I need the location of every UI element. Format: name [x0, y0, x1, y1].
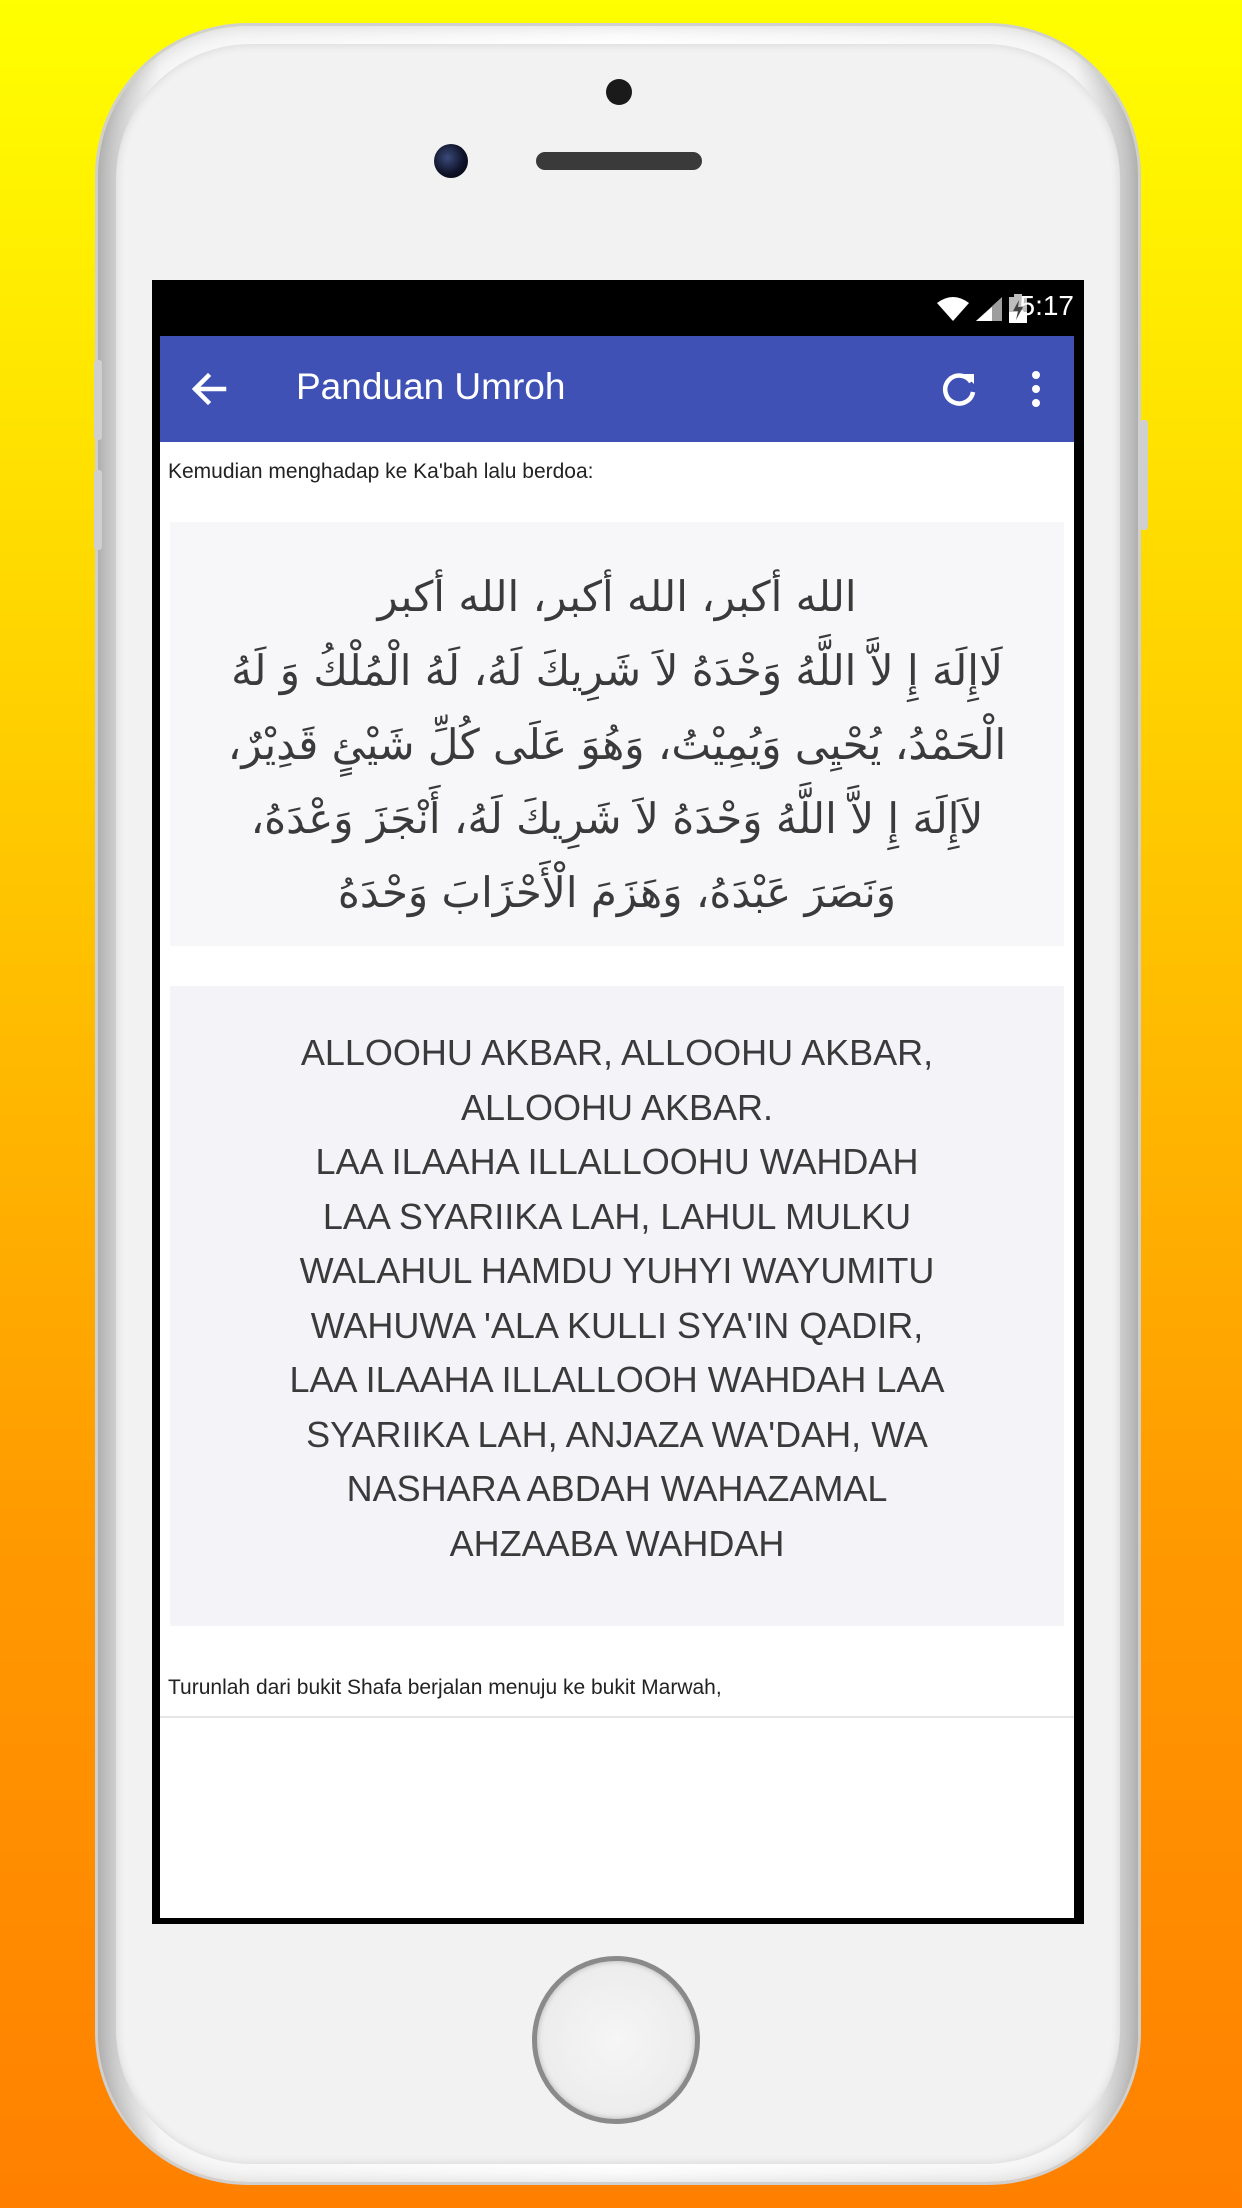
- latin-line: ALLOOHU AKBAR, ALLOOHU AKBAR,: [300, 1032, 934, 1073]
- page-title: Panduan Umroh: [296, 366, 566, 407]
- latin-line: AHZAABA WAHDAH: [449, 1522, 785, 1564]
- power-button: [1140, 420, 1148, 530]
- screen-bottom-bezel: [152, 1918, 1084, 1924]
- signal-icon: [974, 295, 1004, 323]
- home-button-icon[interactable]: [532, 1956, 700, 2124]
- latin-line: SYARIIKA LAH, ANJAZA WA'DAH, WA: [306, 1413, 928, 1455]
- arabic-line: لاَإِلَهَ إِ لاَّ اللَّهُ وَحْدَهُ لاَ شَرِيكَ لَهُ، أَنْجَزَ وَعْدَهُ،: [250, 794, 984, 843]
- outro-text: Turunlah dari bukit Shafa berjalan menuju ke bukit Marwah,: [168, 1676, 722, 1699]
- latin-line: ALLOOHU AKBAR.: [460, 1086, 774, 1128]
- latin-line: LAA SYARIIKA LAH, LAHUL MULKU: [322, 1195, 912, 1237]
- latin-line: WAHUWA 'ALA KULLI SYA'IN QADIR,: [310, 1304, 924, 1346]
- earpiece-speaker: [536, 152, 702, 170]
- intro-text: Kemudian menghadap ke Ka'bah lalu berdoa:: [168, 460, 594, 483]
- latin-prayer-text: [170, 1026, 1064, 1571]
- latin-line: LAA ILAAHA ILLALLOOHU WAHDAH: [315, 1141, 919, 1182]
- proximity-sensor: [606, 79, 632, 105]
- more-vert-icon[interactable]: [1024, 366, 1048, 412]
- arabic-line: لَاإِلَهَ إِ لاَّ اللَّهُ وَحْدَهُ لاَ شَرِيكَ لَهُ، لَهُ الْمُلْكُ وَ لَهُ: [231, 646, 1003, 695]
- arabic-line: الْحَمْدُ، يُحْيِى وَيُمِيْتُ، وَهُوَ عَلَى كُلِّ شَيْئٍ قَدِيْرٌ،: [227, 720, 1007, 769]
- volume-up-button: [94, 360, 102, 440]
- wifi-icon: [936, 295, 970, 323]
- latin-line: NASHARA ABDAH WAHAZAMAL: [346, 1468, 888, 1509]
- volume-down-button: [94, 470, 102, 550]
- arabic-prayer-text: [170, 560, 1064, 930]
- status-icons: [936, 294, 1028, 324]
- app-toolbar: [160, 336, 1074, 442]
- app-window: [160, 336, 1074, 1918]
- refresh-icon[interactable]: [936, 366, 982, 412]
- device-screen: [152, 280, 1084, 1924]
- status-bar: [152, 280, 1084, 336]
- arabic-prayer-image: [170, 522, 1064, 946]
- latin-line: WALAHUL HAMDU YUHYI WAYUMITU: [299, 1250, 935, 1291]
- front-camera-icon: [434, 144, 468, 178]
- divider: [160, 1716, 1074, 1718]
- arrow-back-icon[interactable]: [186, 366, 232, 412]
- arabic-line: الله أكبر، الله أكبر، الله أكبر: [377, 572, 857, 621]
- arabic-line: وَنَصَرَ عَبْدَهُ، وَهَزَمَ الْأَحْزَابَ وَحْدَهُ: [337, 868, 897, 917]
- latin-prayer-image: [170, 986, 1064, 1626]
- status-time: 5:17: [1019, 290, 1074, 321]
- latin-line: LAA ILAAHA ILLALLOOH WAHDAH LAA: [289, 1359, 945, 1400]
